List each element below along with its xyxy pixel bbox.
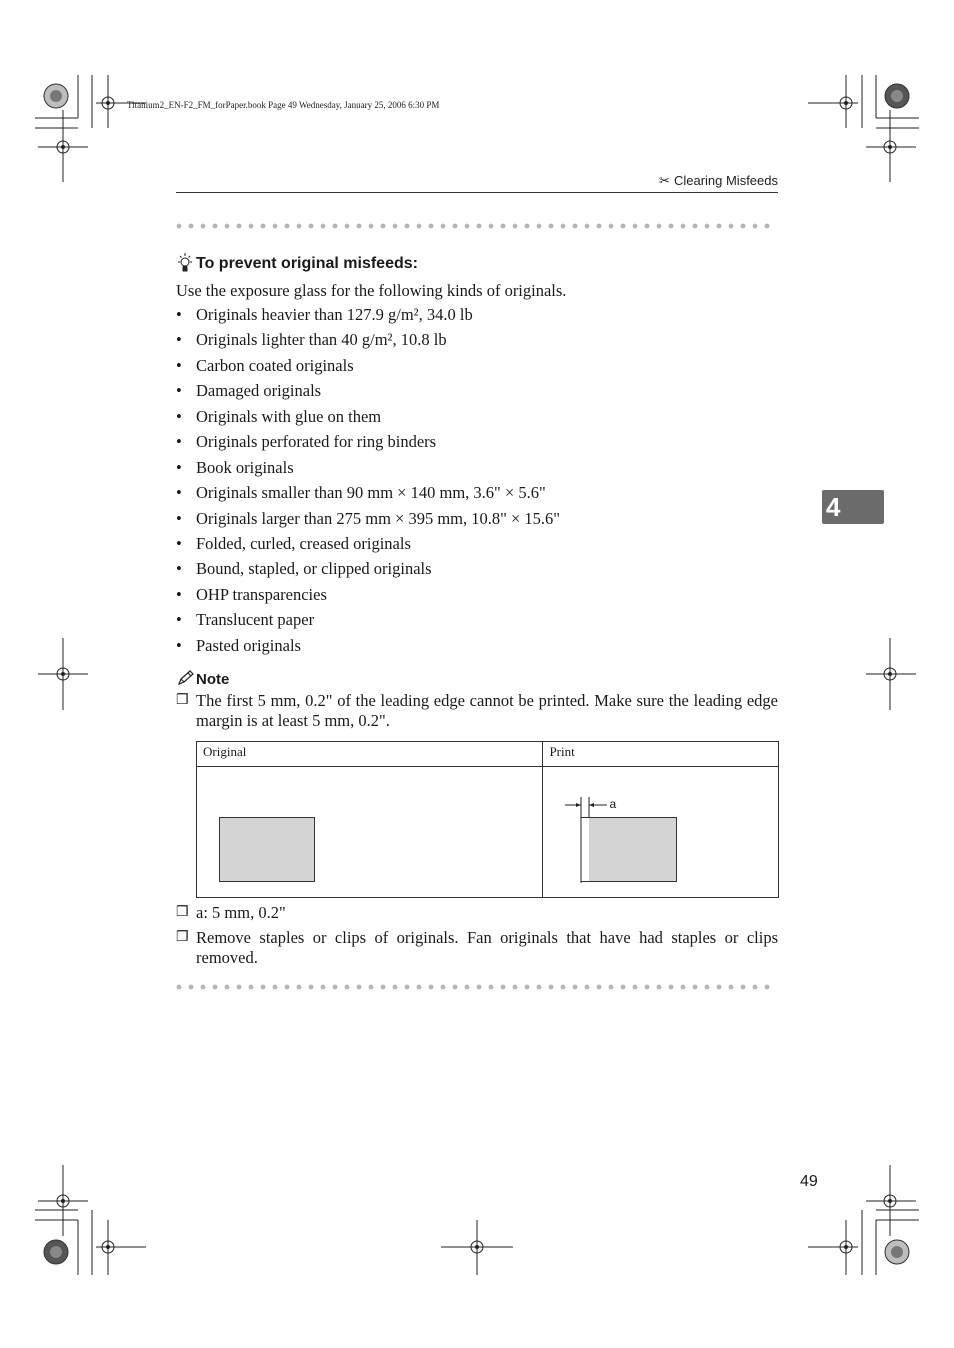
list-item: • Pasted originals <box>176 635 301 655</box>
original-types-list <box>176 305 560 661</box>
misfeed-icon: ✂ <box>659 173 670 188</box>
original-sheet <box>219 817 315 882</box>
list-item: • OHP transparencies <box>176 584 327 604</box>
list-item: • Carbon coated originals <box>176 355 354 375</box>
checkbox-icon: ❒ <box>176 693 189 708</box>
header-rule <box>176 192 778 193</box>
note-item: ❒ Remove staples or clips of originals. Fan originals that have had staples or clips removed. <box>176 928 778 967</box>
note-heading <box>176 669 229 688</box>
list-item: • Book originals <box>176 457 294 477</box>
chapter-tab: 4 <box>822 490 884 524</box>
list-item: • Originals heavier than 127.9 g/m², 34.0 lb <box>176 305 473 324</box>
list-item: • Originals perforated for ring binders <box>176 432 437 452</box>
list-item: • Originals smaller than 90 mm × 140 mm, 3.6" × 5.6" <box>176 483 546 503</box>
dotted-divider-bottom <box>176 984 776 990</box>
list-item: • Originals lighter than 40 g/m², 10.8 lb <box>176 330 447 350</box>
list-item: • Originals with glue on them <box>176 406 382 426</box>
checkbox-icon: ❒ <box>176 930 189 945</box>
margin-callout-label: a <box>609 797 617 811</box>
list-item: • Damaged originals <box>176 381 322 401</box>
section-title: Clearing Misfeeds <box>673 173 778 188</box>
note-item: ❒ The first 5 mm, 0.2" of the leading edge cannot be printed. Make sure the leading edge margin is at least 5 mm, 0.2". <box>176 691 778 730</box>
page-number: 49 <box>800 1173 818 1190</box>
list-item: • Translucent paper <box>176 610 315 630</box>
original-illustration <box>197 767 543 898</box>
list-item: • Folded, curled, creased originals <box>176 533 411 553</box>
dotted-divider-top <box>176 223 776 229</box>
note-item: ❒ a: 5 mm, 0.2" <box>176 903 286 922</box>
list-item: • Originals larger than 275 mm × 395 mm, 10.8" × 15.6" <box>176 508 561 528</box>
list-item: • Bound, stapled, or clipped originals <box>176 559 432 579</box>
note-heading-text: Note <box>196 671 230 688</box>
running-header <box>659 173 778 189</box>
margin-diagram <box>196 741 779 898</box>
tip-intro: Use the exposure glass for the following kinds of originals. <box>176 281 567 300</box>
tip-heading <box>176 251 418 273</box>
print-illustration <box>543 767 779 898</box>
pencil-icon <box>176 669 196 687</box>
print-info-line: Titanium2_EN-F2_FM_forPaper.book Page 49 Wednesday, January 25, 2006 6:30 PM <box>127 100 440 110</box>
lightbulb-icon <box>176 251 196 273</box>
original-column-header: Original <box>197 742 543 767</box>
print-column-header: Print <box>543 742 779 767</box>
checkbox-icon: ❒ <box>176 905 189 920</box>
tip-heading-text: To prevent original misfeeds: <box>196 255 418 272</box>
